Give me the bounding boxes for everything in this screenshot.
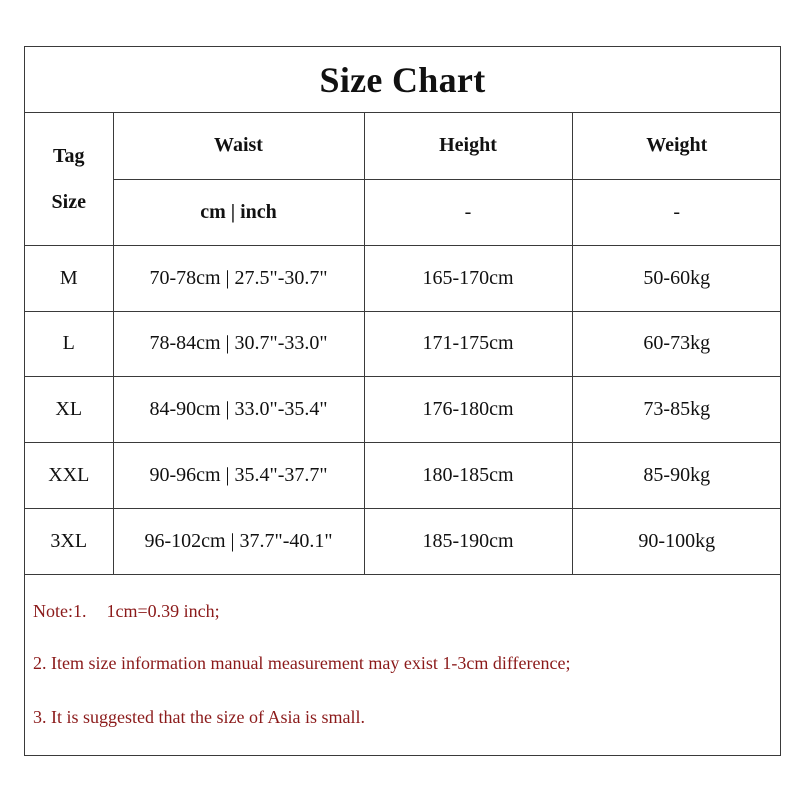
notes-section — [25, 574, 780, 756]
note-1-prefix: Note:1. — [33, 601, 87, 621]
size-cell: XL — [25, 376, 113, 442]
size-cell: XXL — [25, 442, 113, 508]
waist-cell: 96-102cm | 37.7"-40.1" — [113, 508, 364, 574]
waist-unit: cm | inch — [113, 179, 364, 245]
size-cell: L — [25, 311, 113, 376]
table-row — [25, 442, 781, 508]
size-cell: 3XL — [25, 508, 113, 574]
table-row — [25, 311, 781, 376]
height-unit: - — [364, 179, 572, 245]
weight-cell: 50-60kg — [572, 245, 781, 311]
note-2: 2. Item size information manual measurement may exist 1-3cm difference; — [33, 653, 571, 673]
weight-cell: 85-90kg — [572, 442, 781, 508]
waist-cell: 78-84cm | 30.7"-33.0" — [113, 311, 364, 376]
tag-size-header — [25, 113, 113, 245]
table-row — [25, 245, 781, 311]
weight-cell: 60-73kg — [572, 311, 781, 376]
weight-cell: 73-85kg — [572, 376, 781, 442]
size-chart — [24, 46, 781, 756]
waist-cell: 90-96cm | 35.4"-37.7" — [113, 442, 364, 508]
weight-header: Weight — [572, 113, 781, 179]
height-cell: 171-175cm — [364, 311, 572, 376]
header-row — [25, 113, 781, 179]
note-1-text: 1cm=0.39 inch; — [106, 601, 220, 621]
note-3: 3. It is suggested that the size of Asia is small. — [33, 707, 365, 727]
table-row — [25, 376, 781, 442]
tag-size-header-line1: Tag — [52, 144, 85, 167]
weight-cell: 90-100kg — [572, 508, 781, 574]
height-header: Height — [364, 113, 572, 179]
weight-unit: - — [572, 179, 781, 245]
waist-cell: 84-90cm | 33.0"-35.4" — [113, 376, 364, 442]
height-cell: 180-185cm — [364, 442, 572, 508]
note-1 — [33, 601, 220, 622]
chart-title: Size Chart — [25, 47, 780, 113]
size-table — [25, 113, 781, 574]
waist-header: Waist — [113, 113, 364, 179]
unit-row — [25, 179, 781, 245]
height-cell: 165-170cm — [364, 245, 572, 311]
table-row — [25, 508, 781, 574]
waist-cell: 70-78cm | 27.5"-30.7" — [113, 245, 364, 311]
tag-size-header-line2: Size — [51, 190, 86, 213]
height-cell: 176-180cm — [364, 376, 572, 442]
height-cell: 185-190cm — [364, 508, 572, 574]
size-cell: M — [25, 245, 113, 311]
